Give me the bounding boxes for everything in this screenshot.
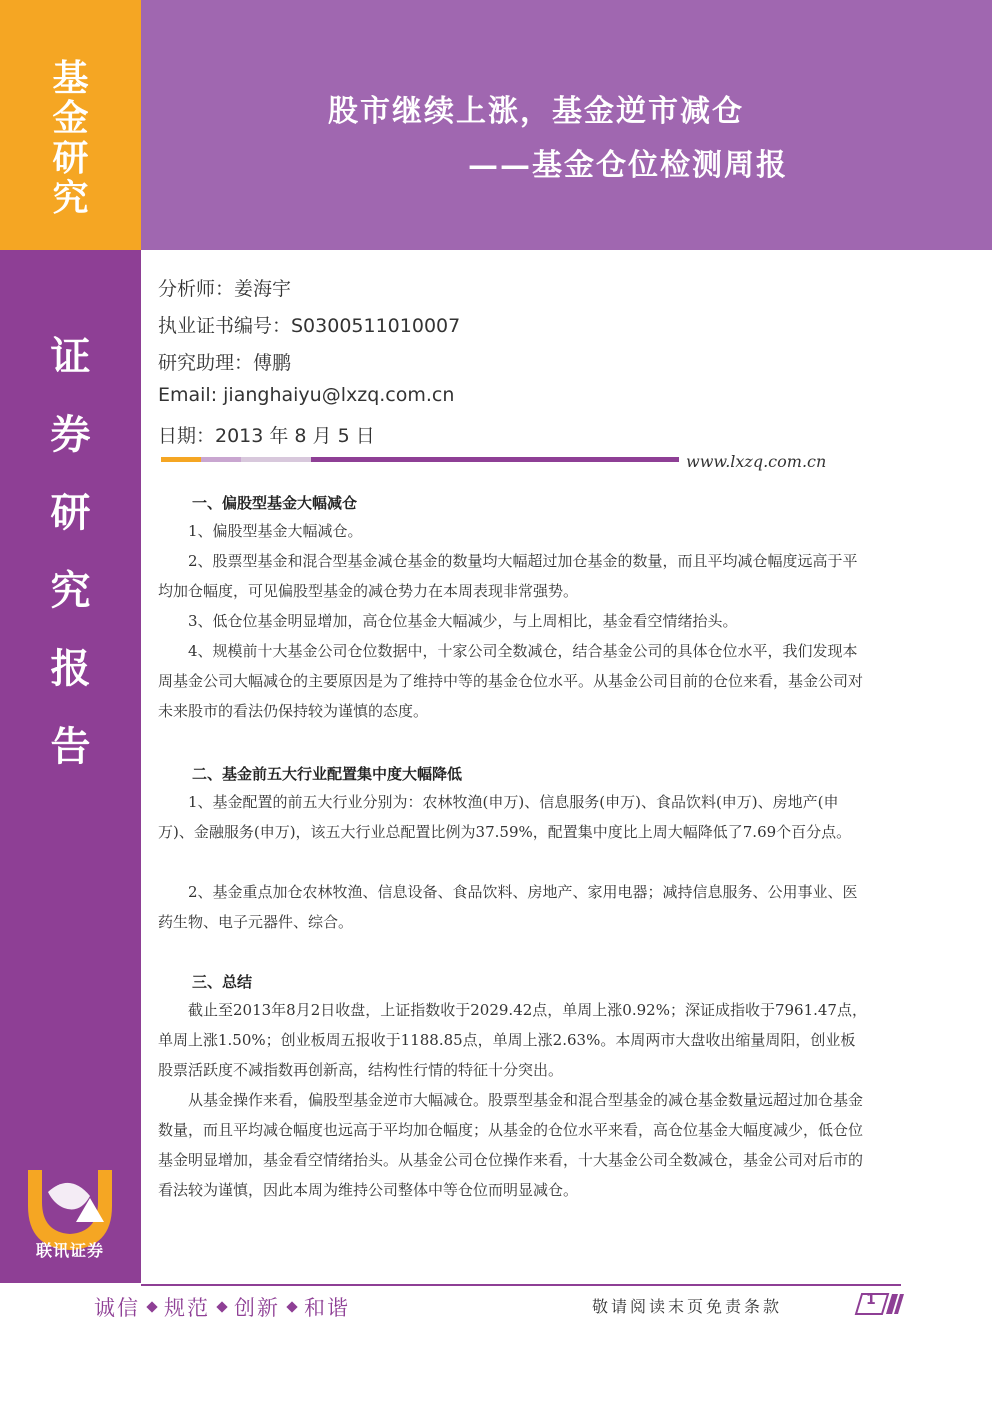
sidebar-bottom-char: 研 xyxy=(50,489,91,536)
motto-word: 和谐 xyxy=(304,1296,350,1320)
paragraph: 3、低仓位基金明显增加，高仓位基金大幅减少，与上周相比，基金看空情绪抬头。 xyxy=(188,612,738,630)
page-number: 1 xyxy=(866,1292,876,1308)
paragraph: 1、基金配置的前五大行业分别为：农林牧渔(申万)、信息服务(申万)、食品饮料(申万)、房地产(申万)、金融服务(申万)，该五大行业总配置比例为37.59%，配置集中度比上周大幅降低了7.69个百分点。 xyxy=(158,793,852,841)
company-logo-text: 联讯证券 xyxy=(35,1241,104,1260)
divider-segment-orange xyxy=(161,457,201,462)
assistant-name: 研究助理：傅鹏 xyxy=(158,352,292,374)
sidebar-bottom-title xyxy=(0,318,141,786)
sidebar-bottom-char: 究 xyxy=(50,567,91,614)
paragraph: 截止至2013年8月2日收盘，上证指数收于2029.42点，单周上涨0.92%；深证成指收于7961.47点，单周上涨1.50%；创业板周五报收于1188.85点，单周上涨2.63%。本周两市大盘收出缩量周阳，创业板股票活跃度不减指数再创新高，结构性行情的特征十分突出。 xyxy=(158,1001,867,1079)
sidebar-top-title xyxy=(0,58,141,218)
sidebar-bottom-char: 报 xyxy=(50,645,91,692)
license-number: 执业证书编号：S0300511010007 xyxy=(158,315,461,337)
diamond-bullet-icon xyxy=(146,1301,157,1312)
section-heading: 三、总结 xyxy=(192,973,253,991)
website-link[interactable]: www.lxzq.com.cn xyxy=(686,452,827,471)
analyst-name: 分析师：姜海宇 xyxy=(158,278,292,300)
sidebar-top-char: 研 xyxy=(52,137,89,179)
sidebar-bottom-char: 券 xyxy=(50,411,91,458)
motto-word: 规范 xyxy=(164,1296,210,1320)
section-heading: 一、偏股型基金大幅减仓 xyxy=(192,494,358,512)
sidebar-top-char: 究 xyxy=(52,177,89,219)
page-number-badge-icon xyxy=(848,1290,906,1318)
sidebar-top-char: 基 xyxy=(52,57,89,99)
report-subtitle: ——基金仓位检测周报 xyxy=(468,148,788,183)
divider-segment-purple xyxy=(311,457,679,462)
paragraph: 1、偏股型基金大幅减仓。 xyxy=(188,522,363,540)
divider-segment-lavender xyxy=(201,457,241,462)
paragraph: 2、基金重点加仓农林牧渔、信息设备、食品饮料、房地产、家用电器；减持信息服务、公用事业、医药生物、电子元器件、综合。 xyxy=(158,883,858,931)
report-title: 股市继续上涨，基金逆市减仓 xyxy=(328,94,744,129)
sidebar-bottom-char: 告 xyxy=(50,723,91,770)
paragraph: 2、股票型基金和混合型基金减仓基金的数量均大幅超过加仓基金的数量，而且平均减仓幅度远高于平均加仓幅度，可见偏股型基金的减仓势力在本周表现非常强势。 xyxy=(158,552,858,600)
email-address[interactable]: Email: jianghaiyu@lxzq.com.cn xyxy=(158,384,455,406)
disclaimer-note: 敬请阅读末页免责条款 xyxy=(592,1297,783,1316)
paragraph: 从基金操作来看，偏股型基金逆市大幅减仓。股票型基金和混合型基金的减仓基金数量远超过加仓基金数量，而且平均减仓幅度也远高于平均加仓幅度；从基金的仓位水平来看，高仓位基金大幅度减少，低仓位基金明显增加，基金看空情绪抬头。从基金公司仓位操作来看，十大基金公司全数减仓，基金公司对后市的看法较为谨慎，因此本周为维持公司整体中等仓位而明显减仓。 xyxy=(158,1091,864,1199)
report-date: 日期：2013 年 8 月 5 日 xyxy=(158,425,375,447)
footer-motto xyxy=(94,1292,350,1322)
motto-word: 诚信 xyxy=(94,1296,140,1320)
sidebar-top-char: 金 xyxy=(52,97,89,139)
footer-divider xyxy=(141,1284,901,1286)
divider-segment-light xyxy=(241,457,311,462)
paragraph: 4、规模前十大基金公司仓位数据中，十家公司全数减仓，结合基金公司的具体仓位水平，我们发现本周基金公司大幅减仓的主要原因是为了维持中等的基金仓位水平。从基金公司目前的仓位来看，基金公司对未来股市的看法仍保持较为谨慎的态度。 xyxy=(158,642,864,720)
sidebar-bottom-char: 证 xyxy=(50,333,91,380)
section-heading: 二、基金前五大行业配置集中度大幅降低 xyxy=(192,765,463,783)
diamond-bullet-icon xyxy=(286,1301,297,1312)
diamond-bullet-icon xyxy=(216,1301,227,1312)
motto-word: 创新 xyxy=(234,1296,280,1320)
